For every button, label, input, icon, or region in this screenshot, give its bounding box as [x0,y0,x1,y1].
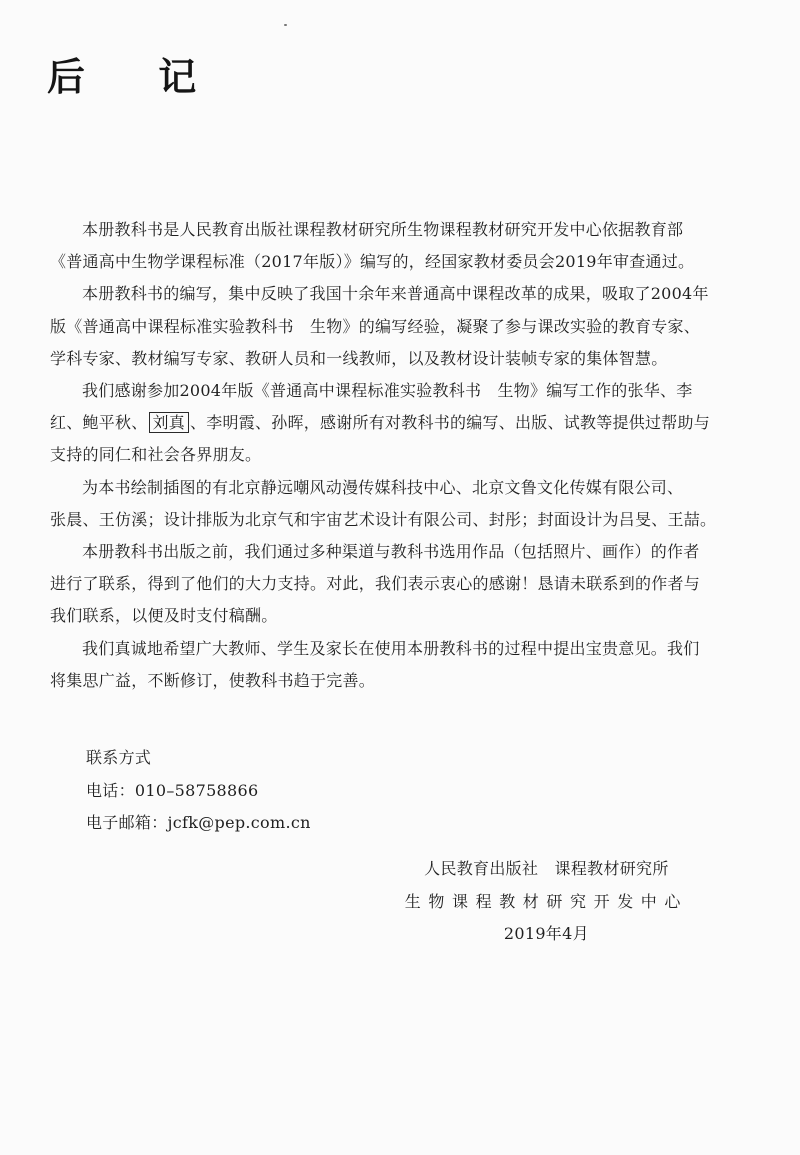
contact-heading: 联系方式 [86,748,152,767]
paragraph-line: 本册教科书是人民教育出版社课程教材研究所生物课程教材研究开发中心依据教育部 [82,220,684,239]
page-title: 后 记 [47,55,227,99]
signature-org-1: 人民教育出版社 课程教材研究所 [424,859,669,878]
body-text [50,214,750,697]
boxed-name: 刘真 [149,412,190,433]
paragraph-line: 支持的同仁和社会各界朋友。 [50,445,262,465]
scan-speck [284,24,287,26]
paragraph-3 [50,375,750,472]
paragraph-line: 本册教科书的编写，集中反映了我国十余年来普通高中课程改革的成果，吸取了2004年 [82,284,709,304]
paragraph-line: 进行了联系，得到了他们的大力支持。对此，我们表示衷心的感谢！恳请未联系到的作者与 [50,574,701,594]
paragraph-6 [50,633,750,697]
signature-org-2: 生物课程教材研究开发中心 [404,891,688,911]
paragraph-line [50,407,750,439]
paragraph-line: 我们联系，以便及时支付稿酬。 [50,606,278,626]
line-text: 、李明霞、孙晖，感谢所有对教科书的编写、出版、试教等提供过帮助与 [190,413,711,433]
paragraph-line: 将集思广益，不断修订，使教科书趋于完善。 [50,670,376,690]
contact-phone: 电话：010–58758866 [86,780,259,800]
paragraph-line: 我们真诚地希望广大教师、学生及家长在使用本册教科书的过程中提出宝贵意见。我们 [82,638,700,658]
signature-date: 2019年4月 [503,924,589,943]
paragraph-line: 本册教科书出版之前，我们通过多种渠道与教科书选用作品（包括照片、画作）的作者 [82,542,700,562]
contact-email: 电子邮箱：jcfk@pep.com.cn [86,813,311,832]
paragraph-4 [50,472,750,536]
line-text: 红、鲍平秋、 [50,413,148,433]
signature-block [405,853,688,951]
paragraph-5 [50,536,750,633]
paragraph-line: 版《普通高中课程标准实验教科书 生物》的编写经验，凝聚了参与课改实验的教育专家、 [50,316,701,336]
paragraph-line: 学科专家、教材编写专家、教研人员和一线教师，以及教材设计装帧专家的集体智慧。 [50,348,668,368]
paragraph-2 [50,278,750,375]
paragraph-1 [50,214,750,278]
paragraph-line: 我们感谢参加2004年版《普通高中课程标准实验教科书 生物》编写工作的张华、李 [82,381,693,401]
paragraph-line: 为本书绘制插图的有北京静远嘲风动漫传媒科技中心、北京文鲁文化传媒有限公司、 [82,477,684,497]
paragraph-line: 张晨、王仿溪；设计排版为北京气和宇宙艺术设计有限公司、封彤；封面设计为吕旻、王喆。 [50,509,717,529]
contact-info [86,742,311,840]
paragraph-line: 《普通高中生物学课程标准（2017年版）》编写的，经国家教材委员会2019年审查通过。 [50,252,695,272]
